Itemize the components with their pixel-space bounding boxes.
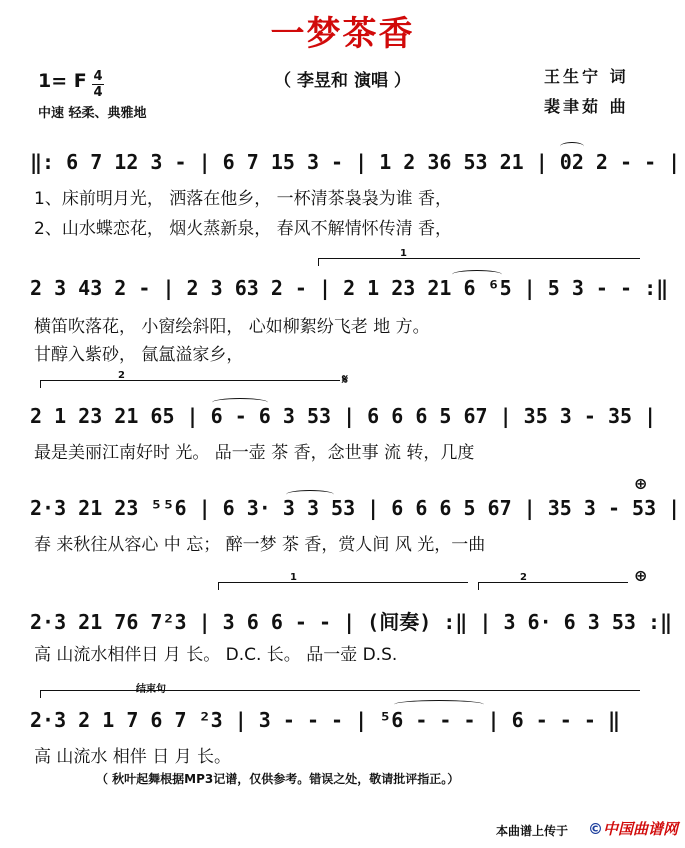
site-name: 中国曲谱网 [603,820,679,838]
time-signature [92,70,104,99]
segno-sign: 𝄋 [342,372,349,388]
notes-row-4: 2·3 21 23 ⁵⁵6 | 6 3· 3 3 53 | 6 6 6 5 67 | 35 3 - 53 | [30,496,681,520]
upload-label: 本曲谱上传于 [496,824,569,838]
lyrics-row-6: 高 山流水 相伴 日 月 长。 [34,747,232,767]
time-top: 4 [93,69,103,84]
score-row-1 [0,146,685,266]
ending-label: 结束句 [136,684,166,695]
tempo-marking: 中速 轻柔、典雅地 [38,106,147,121]
lyrics-row-4: 春 来秋往从容心 中 忘； 醉一梦 茶 香，赏人间 风 光，一曲 [34,535,486,555]
notes-row-1: ‖: 6 7 12 3 - | 6 7 15 3 - | 1 2 36 53 21 | 02 2 - - | [30,150,681,174]
lyrics-row-1-verse-1: 1、床前明月光， 洒落在他乡， 一杯清茶袅袅为谁 香， [34,189,453,209]
lyricist-credit: 王生宁 词 [544,67,629,86]
site-logo-icon: © [588,820,603,838]
key-signature [38,69,103,100]
lyrics-row-3: 最是美丽江南好时 光。 品一壶 茶 香，念世事 流 转，几度 [34,443,475,463]
score-row-6 [0,684,685,824]
key-label: 1= F [38,70,87,92]
lyrics-row-5: 高 山流水相伴日 月 长。 D.C. 长。 品一壶 D.S. [34,645,398,665]
notes-row-3: 2 1 23 21 65 | 6 - 6 3 53 | 6 6 6 5 67 | 35 3 - 35 | [30,404,657,428]
notes-row-2: 2 3 43 2 - | 2 3 63 2 - | 2 1 23 21 6 ⁶5 | 5 3 - - :‖ [30,276,669,300]
site-logo[interactable] [588,818,678,839]
volta-1-label: 1 [400,248,407,259]
volta-2b-label: 2 [520,572,527,583]
transcription-note: （ 秋叶起舞根据MP3记谱，仅供参考。错误之处，敬请批评指正。） [96,772,460,786]
notes-row-5: 2·3 21 76 7²3 | 3 6 6 - - | (间奏) :‖ | 3 6· 6 3 53 :‖ [30,610,673,634]
coda-sign-2: ⊕ [634,566,648,585]
volta-1b-label: 1 [290,572,297,583]
time-bottom: 4 [93,85,103,100]
composer-credit: 裴聿茹 曲 [544,97,629,116]
lyrics-row-2-verse-1: 横笛吹落花， 小窗绘斜阳， 心如柳絮纷飞老 地 方。 [34,317,430,337]
lyrics-row-1-verse-2: 2、山水蝶恋花， 烟火蒸新泉， 春风不解情怀传清 香， [34,219,453,239]
score-row-5 [0,566,685,720]
notes-row-6: 2·3 2 1 7 6 7 ²3 | 3 - - - | ⁵6 - - - | 6 - - - ‖ [30,708,621,732]
score-row-4 [0,474,685,610]
lyrics-row-2-verse-2: 甘醇入紫砂， 氤氲溢家乡， [34,345,244,365]
page-title: 一梦茶香 [270,14,415,54]
coda-sign-1: ⊕ [634,474,648,493]
singer-credit: （ 李昱和 演唱 ） [274,71,411,91]
volta-2-label: 2 [118,370,125,381]
